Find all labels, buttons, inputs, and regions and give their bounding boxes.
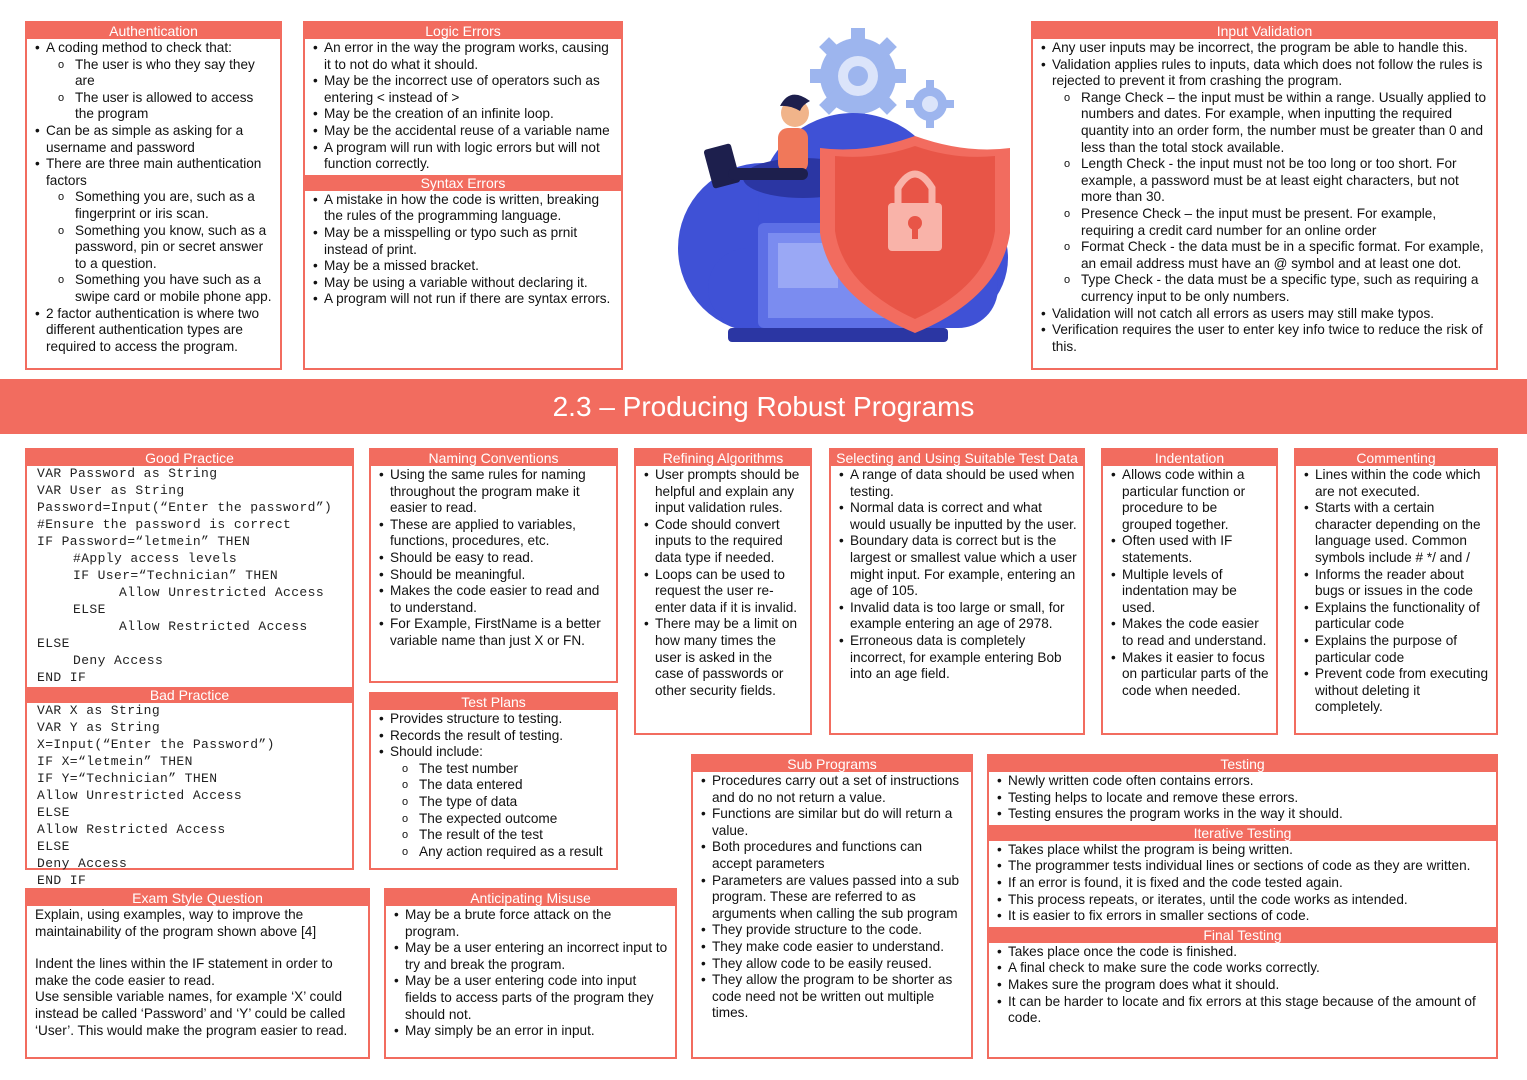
commenting-list [1296,466,1496,718]
sub-list-item: o Range Check – the input must be within a range. Usually applied to numbers and dates. For example, when inputting the required quantity into an order form, the number must be greater than 0 and less than the total stock available. [1064,90,1490,156]
list-item: • Multiple levels of indentation may be used. [1111,567,1270,617]
list-item: • May be a missed bracket. [313,258,615,275]
sub-list-item: o Something you have such as a swipe card or mobile phone app. [58,272,274,305]
list-item: • May be the accidental reuse of a variable name [313,123,615,140]
indentation-list [1103,466,1276,701]
list-item-text: Can be as simple as asking for a username and password [46,122,244,155]
exam-question-text: Explain, using examples, way to improve the maintainability of the program shown above [4] [35,907,317,939]
list-item: • Procedures carry out a set of instructions and do no not return a value. [701,773,965,806]
list-item: • May be the creation of an infinite loop. [313,106,615,123]
good-practice-code [27,466,352,687]
sub-list [390,761,610,861]
list-item: • May be using a variable without declaring it. [313,275,615,292]
list-item: • It is easier to fix errors in smaller sections of code. [997,908,1490,925]
code-line: ELSE [37,636,70,651]
code-line: VAR User as String [37,483,185,498]
list-item-text: There are three main authentication factors [46,156,262,188]
list-item: • A range of data should be used when testing. [839,467,1077,500]
bullet-list [1111,467,1270,699]
list-item: • Lines within the code which are not executed. [1304,467,1490,500]
sub-list-item: o Format Check - the data must be in a specific format. For example, an email address must have an @ symbol and at least one dot. [1064,239,1490,272]
list-item: • This process repeats, or iterates, until the code works as intended. [997,892,1490,909]
input-validation-heading: Input Validation [1033,23,1496,39]
bullet-list [839,467,1077,683]
code-line: X=Input(“Enter the Password”) [37,737,275,752]
code-line: IF X=“letmein” THEN [37,754,193,769]
commenting-heading: Commenting [1296,450,1496,466]
testing-list [989,772,1496,825]
naming-conventions-list [371,466,616,652]
list-item: • Erroneous data is completely incorrect, for example entering Bob into an age field. [839,633,1077,683]
final-testing-heading: Final Testing [987,927,1498,943]
input-validation-box [1031,21,1498,370]
anticipating-misuse-box [384,888,677,1059]
list-item: • Should be easy to read. [379,550,610,567]
code-line: Allow Restricted Access [119,619,308,634]
list-item: • Informs the reader about bugs or issues in the code [1304,567,1490,600]
code-line: #Ensure the password is correct [37,517,292,532]
list-item: • The programmer tests individual lines or sections of code as they are written. [997,858,1490,875]
list-item: • Testing helps to locate and remove these errors. [997,790,1490,807]
testing-box [987,754,1498,1059]
exam-question-body [27,906,368,1041]
logic-errors-heading: Logic Errors [305,23,621,39]
code-line: #Apply access levels [73,551,238,566]
list-item: • Should be meaningful. [379,567,610,584]
list-item-text: Validation will not catch all errors as users may still make typos. [1052,305,1435,321]
code-line: IF User=“Technician” THEN [73,568,279,583]
list-item: • Normal data is correct and what would usually be inputted by the user. [839,500,1077,533]
sub-list-item: o The user is allowed to access the program [58,90,274,123]
bullet-list [997,944,1490,1027]
authentication-list [27,39,280,357]
list-item-text: Any user inputs may be incorrect, the program be able to handle this. [1052,40,1468,55]
list-item: • Explains the functionality of particular code [1304,600,1490,633]
list-item: • There may be a limit on how many times the user is asked in the case of passwords or other security fields. [644,616,804,699]
list-item: • Takes place whilst the program is being written. [997,842,1490,859]
exam-answer-naming: Use sensible variable names, for example ‘X’ could instead be called ‘Password’ and ‘Y’ could be called ‘User’. This would make the program easier to read. [35,989,348,1038]
list-item: • Often used with IF statements. [1111,533,1270,566]
test-data-box [829,448,1085,735]
final-testing-list [989,943,1496,1029]
refining-algorithms-heading: Refining Algorithms [636,450,810,466]
code-line: IF Password=“letmein” THEN [37,534,251,549]
code-line: Allow Restricted Access [37,822,226,837]
iterative-testing-heading: Iterative Testing [987,825,1498,841]
list-item-text: Provides structure to testing. [390,711,563,726]
code-line: Allow Unrestricted Access [37,788,243,803]
list-item [1041,57,1490,306]
bullet-list [1304,467,1490,716]
naming-conventions-box [369,448,618,683]
bullet-list [644,467,804,699]
list-item-text: 2 factor authentication is where two different authentication types are required to access the program. [46,305,260,354]
list-item: • Loops can be used to request the user re-enter data if it is invalid. [644,567,804,617]
list-item: • User prompts should be helpful and explain any input validation rules. [644,467,804,517]
list-item [1041,306,1490,323]
bullet-list [313,192,615,308]
spacer [35,940,362,956]
good-practice-heading: Good Practice [27,450,352,466]
sub-programs-heading: Sub Programs [693,756,971,772]
exam-question-heading: Exam Style Question [27,890,368,906]
bullet-list [1041,40,1490,355]
code-line: VAR Password as String [37,466,218,481]
anticipating-misuse-heading: Anticipating Misuse [386,890,675,906]
logic-errors-list [305,39,621,175]
syntax-errors-heading: Syntax Errors [303,175,623,191]
refining-algorithms-box [634,448,812,735]
sub-list-item: o The expected outcome [402,811,610,828]
sub-list-item: o Something you know, such as a password, pin or secret answer to a question. [58,223,274,273]
sub-list [46,57,274,123]
sub-list-item: o Length Check - the input must not be too long or too short. For example, a password must be at least eight characters, but not more than 30. [1064,156,1490,206]
code-line: END IF [37,873,87,888]
list-item: • May be a misspelling or typo such as prnit instead of print. [313,225,615,258]
test-data-list [831,466,1083,685]
list-item: • They allow the program to be shorter as code need not be written out multiple times. [701,972,965,1022]
bullet-list [701,773,965,1022]
list-item: • Explains the purpose of particular code [1304,633,1490,666]
list-item [35,123,274,156]
list-item: • Both procedures and functions can accept parameters [701,839,965,872]
list-item: • An error in the way the program works, causing it to not do what it should. [313,40,615,73]
page-title-banner: 2.3 – Producing Robust Programs [0,379,1527,434]
sub-list-item: o Type Check - the data must be a specific type, such as requiring a currency input to be only numbers. [1064,272,1490,305]
list-item: • Code should convert inputs to the required data type if needed. [644,517,804,567]
list-item: • Testing ensures the program works in the way it should. [997,806,1490,823]
code-line: Deny Access [37,856,128,871]
list-item [379,744,610,860]
code-line: ELSE [37,805,70,820]
list-item-text: Records the result of testing. [390,727,564,743]
exam-answer-indent: Indent the lines within the IF statement in order to make the code easier to read. [35,956,333,988]
list-item: • Takes place once the code is finished. [997,944,1490,961]
list-item: • These are applied to variables, functions, procedures, etc. [379,517,610,550]
code-line: VAR X as String [37,703,161,718]
test-plans-box [369,692,618,870]
refining-algorithms-list [636,466,810,701]
small-gear-icon [906,80,954,128]
list-item: • It can be harder to locate and fix errors at this stage because of the amount of code. [997,994,1490,1027]
list-item: • Makes it easier to focus on particular parts of the code when needed. [1111,650,1270,700]
list-item: • They provide structure to the code. [701,922,965,939]
list-item: • Boundary data is correct but is the largest or smallest value which a user might input. For example, entering an age of 105. [839,533,1077,599]
list-item-text: Should include: [390,744,483,760]
list-item-text: A coding method to check that: [46,40,232,55]
list-item [35,306,274,356]
bullet-list [313,40,615,173]
iterative-testing-list [989,841,1496,927]
list-item-text: Validation applies rules to inputs, data which does not follow the rules is rejected to prevent it from crashing the program. [1052,56,1483,89]
errors-box [303,21,623,370]
indentation-box [1101,448,1278,735]
sub-programs-box [691,754,973,1059]
list-item: • Prevent code from executing without deleting it completely. [1304,666,1490,716]
list-item: • Functions are similar but do will return a value. [701,806,965,839]
list-item: • A program will not run if there are syntax errors. [313,291,615,308]
list-item: • Makes the code easier to read and understand. [1111,616,1270,649]
list-item: • Using the same rules for naming throughout the program make it easier to read. [379,467,610,517]
input-validation-list [1033,39,1496,357]
sub-list-item: o The result of the test [402,827,610,844]
sub-programs-list [693,772,971,1024]
code-line: Allow Unrestricted Access [119,585,325,600]
list-item [379,711,610,728]
list-item: • They make code easier to understand. [701,939,965,956]
list-item: • For Example, FirstName is a better variable name than just X or FN. [379,616,610,649]
sub-list [1052,90,1490,306]
bullet-list [394,907,669,1040]
list-item [35,40,274,123]
sub-list [46,189,274,305]
list-item [1041,40,1490,57]
sub-list-item: o Something you are, such as a fingerprint or iris scan. [58,189,274,222]
sub-list-item: o The data entered [402,777,610,794]
code-line: Password=Input(“Enter the password”) [37,500,333,515]
list-item: • If an error is found, it is fixed and the code tested again. [997,875,1490,892]
security-illustration [668,18,1018,363]
bad-practice-heading: Bad Practice [25,687,354,703]
test-plans-list [371,710,616,862]
list-item: • Makes the code easier to read and to understand. [379,583,610,616]
syntax-errors-list [305,191,621,310]
sub-list-item: o The type of data [402,794,610,811]
authentication-box [25,21,282,370]
list-item: • A program will run with logic errors but will not function correctly. [313,140,615,173]
bullet-list [379,467,610,650]
list-item: • May be a user entering code into input fields to access parts of the program they should not. [394,973,669,1023]
sub-list-item: o The user is who they say they are [58,57,274,90]
bullet-list [997,773,1490,823]
sub-list-item: o Any action required as a result [402,844,610,861]
gear-icon [810,28,906,124]
sub-list-item: o Presence Check – the input must be present. For example, requiring a credit card number for an online order [1064,206,1490,239]
sub-list-item: o The test number [402,761,610,778]
list-item: • Newly written code often contains errors. [997,773,1490,790]
naming-conventions-heading: Naming Conventions [371,450,616,466]
code-line: IF Y=“Technician” THEN [37,771,218,786]
list-item: • Parameters are values passed into a sub program. These are referred to as arguments when calling the sub program [701,873,965,923]
list-item [379,728,610,745]
test-plans-heading: Test Plans [371,694,616,710]
exam-question-box [25,888,370,1059]
code-line: ELSE [73,602,106,617]
code-practice-box [25,448,354,888]
list-item: • May be the incorrect use of operators such as entering < instead of > [313,73,615,106]
bullet-list [35,40,274,355]
code-line: END IF [37,670,87,685]
test-data-heading: Selecting and Using Suitable Test Data [831,450,1083,466]
list-item: • Invalid data is too large or small, for example entering an age of 2978. [839,600,1077,633]
list-item-text: Verification requires the user to enter key info twice to reduce the risk of this. [1052,322,1483,354]
list-item: • Makes sure the program does what it should. [997,977,1490,994]
list-item: • They allow code to be easily reused. [701,956,965,973]
list-item: • May be a brute force attack on the program. [394,907,669,940]
bullet-list [997,842,1490,925]
code-line: VAR Y as String [37,720,161,735]
code-line: ELSE [37,839,70,854]
anticipating-misuse-list [386,906,675,1042]
authentication-heading: Authentication [27,23,280,39]
testing-heading: Testing [989,756,1496,772]
list-item: • A mistake in how the code is written, breaking the rules of the programming language. [313,192,615,225]
list-item: • A final check to make sure the code works correctly. [997,960,1490,977]
list-item: • May simply be an error in input. [394,1023,669,1040]
bullet-list [379,711,610,860]
bad-practice-code [27,703,352,890]
list-item: • May be a user entering an incorrect input to try and break the program. [394,940,669,973]
list-item: • Allows code within a particular function or procedure to be grouped together. [1111,467,1270,533]
list-item: • Starts with a certain character depending on the language used. Common symbols include # */ and / [1304,500,1490,566]
code-line: Deny Access [73,653,164,668]
list-item [1041,322,1490,355]
list-item [35,156,274,305]
commenting-box [1294,448,1498,735]
indentation-heading: Indentation [1103,450,1276,466]
